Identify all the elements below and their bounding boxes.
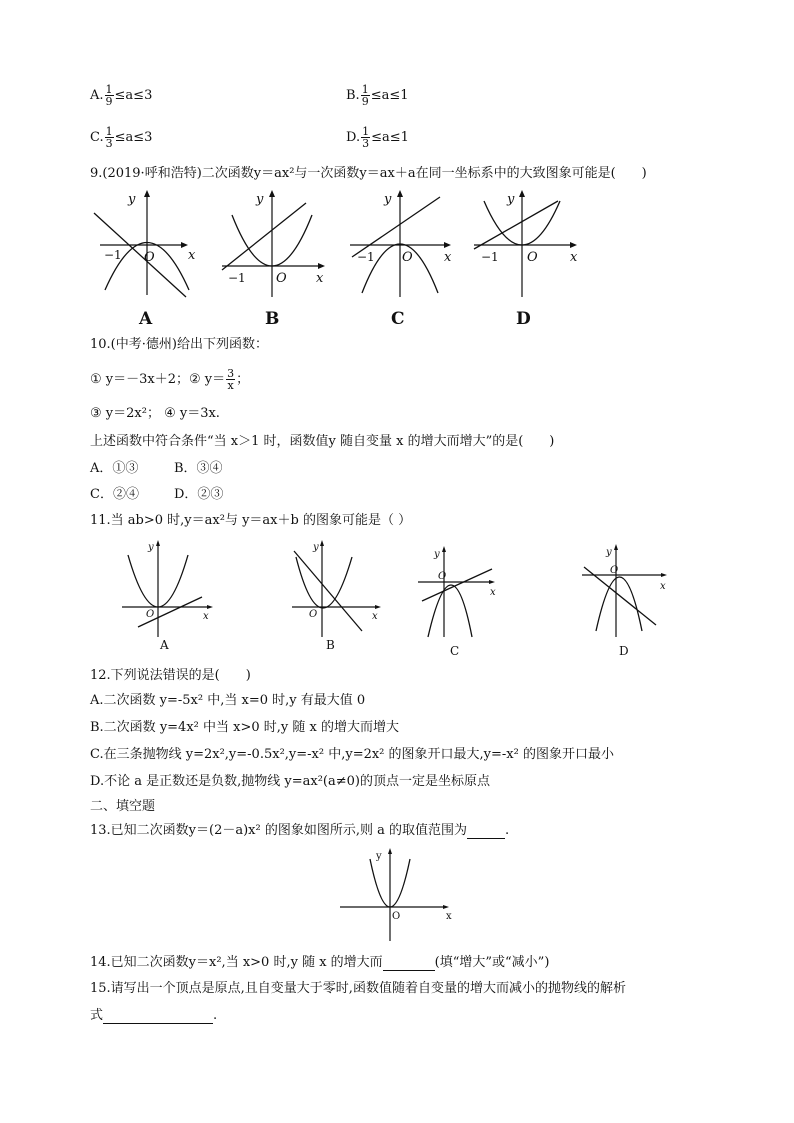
svg-text:C: C <box>391 309 405 329</box>
svg-text:x: x <box>188 248 196 263</box>
svg-text:y: y <box>434 549 440 560</box>
svg-text:y: y <box>313 542 319 553</box>
svg-text:−1: −1 <box>357 250 375 264</box>
q11-graphs <box>0 537 794 662</box>
q14-answer-blank[interactable] <box>383 956 435 971</box>
q9-graph-b <box>222 190 325 329</box>
svg-text:D: D <box>516 309 531 329</box>
svg-text:O: O <box>144 250 155 265</box>
q8-option-a: A. $\frac{1}{9}$ ≤a≤3 <box>90 83 153 108</box>
svg-text:−1: −1 <box>481 250 499 264</box>
svg-text:A: A <box>139 309 153 329</box>
svg-text:B: B <box>326 638 335 652</box>
q11-graph-b <box>292 540 381 652</box>
svg-text:y: y <box>376 851 382 862</box>
q14-stem: 14.已知二次函数y＝x²,当 x>0 时,y 随 x 的增大而 (填“增大”或“减小”) <box>90 955 550 970</box>
svg-text:y: y <box>128 192 136 207</box>
q10-option-d: D．②③ <box>174 487 224 502</box>
q9-stem: 9.(2019·呼和浩特)二次函数y＝ax²与一次函数y＝ax＋a在同一坐标系中的大致图象可能是( ) <box>90 166 647 181</box>
q9-graph-d <box>474 190 578 329</box>
q8-option-d: D. $\frac{1}{3}$ ≤a≤1 <box>346 125 409 150</box>
q11-graph-a <box>122 540 213 652</box>
q15-answer-blank[interactable] <box>103 1009 213 1024</box>
svg-text:x: x <box>203 611 209 622</box>
svg-text:O: O <box>309 609 318 620</box>
q11-graph-d <box>582 544 667 658</box>
q10-question: 上述函数中符合条件“当 x＞1 时，函数值y 随自变量 x 的增大而增大”的是( ) <box>90 434 555 449</box>
svg-text:y: y <box>256 192 264 207</box>
svg-text:x: x <box>444 250 452 265</box>
svg-text:x: x <box>372 611 378 622</box>
q13-answer-blank[interactable] <box>467 824 505 839</box>
q10-option-c: C．②④ <box>90 487 139 502</box>
svg-text:y: y <box>148 542 154 553</box>
q12-stem: 12.下列说法错误的是( ) <box>90 668 251 683</box>
q12-option-b: B.二次函数 y=4x² 中当 x>0 时,y 随 x 的增大而增大 <box>90 720 399 735</box>
q13-graph <box>338 845 468 945</box>
svg-text:x: x <box>446 911 452 922</box>
q10-functions-2: ③ y＝2x²； ④ y＝3x. <box>90 406 220 421</box>
svg-text:O: O <box>402 250 413 265</box>
q11-stem: 11.当 ab>0 时,y＝ax²与 y＝ax＋b 的图象可能是（ ） <box>90 513 412 528</box>
q12-option-d: D.不论 a 是正数还是负数,抛物线 y=ax²(a≠0)的顶点一定是坐标原点 <box>90 774 490 789</box>
svg-text:x: x <box>490 587 496 598</box>
section-title: 二、填空题 <box>90 799 156 814</box>
svg-text:C: C <box>450 644 460 658</box>
svg-text:y: y <box>606 547 612 558</box>
svg-text:O: O <box>527 250 538 265</box>
q8-option-c: C. $\frac{1}{3}$ ≤a≤3 <box>90 125 153 150</box>
q9-graphs <box>0 185 794 345</box>
svg-text:x: x <box>570 250 578 265</box>
q13-stem: 13.已知二次函数y＝(2－a)x² 的图象如图所示,则 a 的取值范围为 . <box>90 823 510 838</box>
svg-text:x: x <box>316 271 324 286</box>
svg-text:D: D <box>619 644 629 658</box>
svg-text:B: B <box>265 309 280 329</box>
q10-option-a: A．①③ <box>90 461 139 476</box>
q9-graph-a <box>94 190 196 329</box>
svg-text:O: O <box>276 271 287 286</box>
q10-functions-1: ① y＝－3x＋2；② y＝ $\frac{3}{x}$ ； <box>90 367 250 392</box>
q10-stem: 10.(中考·德州)给出下列函数： <box>90 337 268 352</box>
svg-text:O: O <box>146 609 155 620</box>
q9-graph-c <box>350 190 452 329</box>
svg-text:A: A <box>160 638 169 652</box>
q8-option-b: B. $\frac{1}{9}$ ≤a≤1 <box>346 83 409 108</box>
q15-line1: 15.请写出一个顶点是原点,且自变量大于零时,函数值随着自变量的增大而减小的抛物线的解析 <box>90 981 626 996</box>
svg-text:y: y <box>507 192 515 207</box>
svg-text:−1: −1 <box>104 248 122 262</box>
q12-option-a: A.二次函数 y=-5x² 中,当 x=0 时,y 有最大值 0 <box>90 693 366 708</box>
svg-text:y: y <box>384 192 392 207</box>
svg-text:−1: −1 <box>228 271 246 285</box>
q10-option-b: B．③④ <box>174 461 223 476</box>
svg-text:O: O <box>392 911 401 922</box>
q15-line2: 式 . <box>90 1008 218 1023</box>
svg-text:O: O <box>438 571 447 582</box>
svg-text:O: O <box>610 565 619 576</box>
q11-graph-c <box>418 546 496 658</box>
q12-option-c: C.在三条抛物线 y=2x²,y=-0.5x²,y=-x² 中,y=2x² 的图象开口最大,y=-x² 的图象开口最小 <box>90 747 614 762</box>
svg-text:x: x <box>660 581 666 592</box>
